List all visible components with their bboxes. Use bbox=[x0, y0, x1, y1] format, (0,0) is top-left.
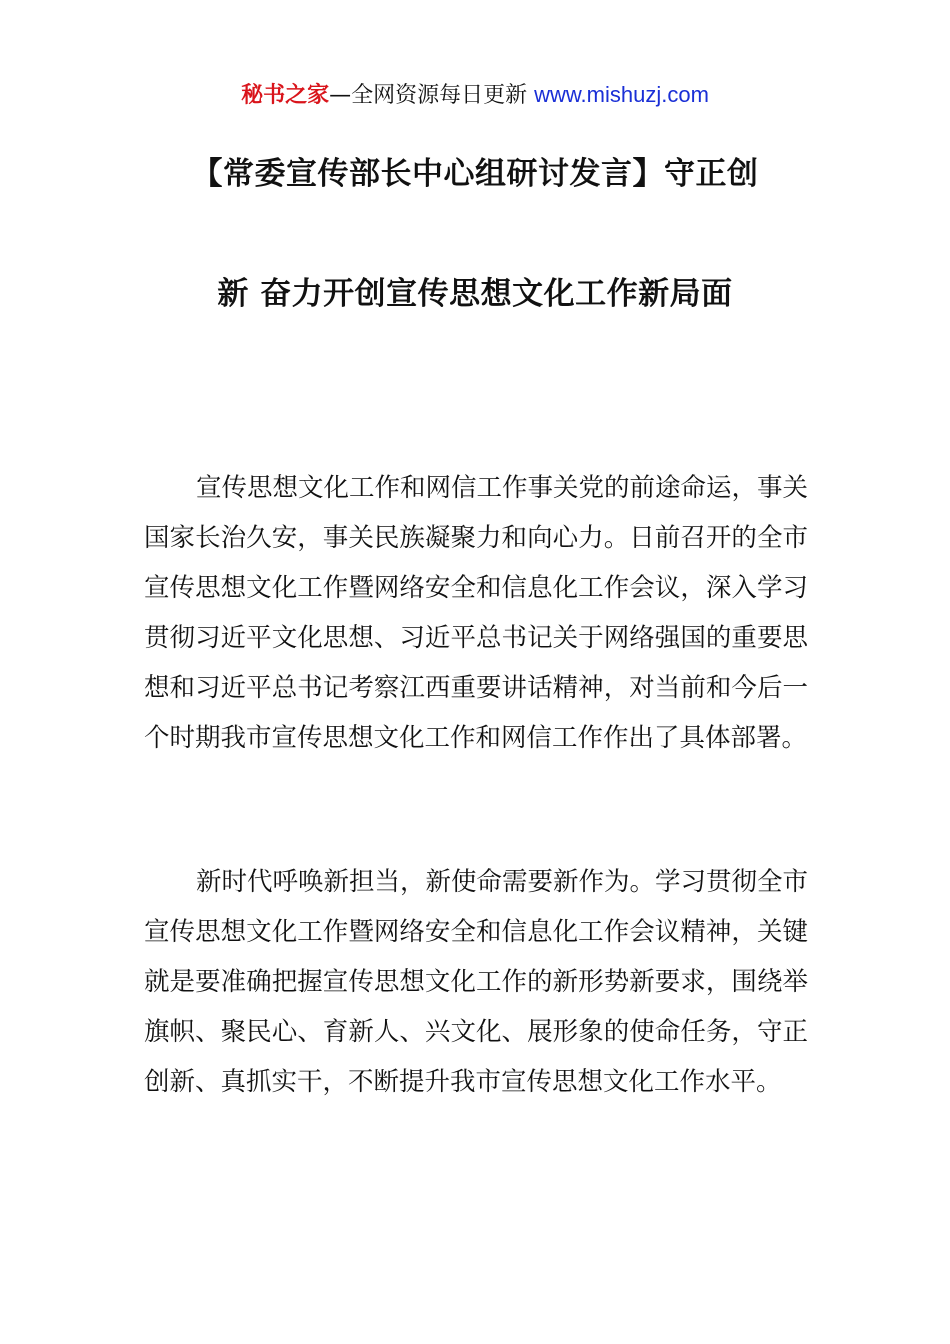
site-brand: 秘书之家 bbox=[241, 83, 330, 108]
document-title-line-2: 新 奋力开创宣传思想文化工作新局面 bbox=[217, 276, 733, 312]
site-tagline: —全网资源每日更新 bbox=[329, 83, 535, 108]
site-header bbox=[0, 80, 950, 111]
body-paragraph-2: 新时代呼唤新担当，新使命需要新作为。学习贯彻全市宣传思想文化工作暨网络安全和信息化工作会议精神，关键就是要准确把握宣传思想文化工作的新形势新要求，围绕举旗帜、聚民心、育新人、兴文化、展形象的使命任务，守正创新、真抓实干，不断提升我市宣传思想文化工作水平。 bbox=[144, 867, 809, 1097]
body-paragraph-1: 宣传思想文化工作和网信工作事关党的前途命运，事关国家长治久安，事关民族凝聚力和向心力。日前召开的全市宣传思想文化工作暨网络安全和信息化工作会议，深入学习贯彻习近平文化思想、习近平总书记关于网络强国的重要思想和习近平总书记考察江西重要讲话精神，对当前和今后一个时期我市宣传思想文化工作和网信工作作出了具体部署。 bbox=[144, 473, 809, 753]
document-title-line-1: 【常委宣传部长中心组研讨发言】守正创 bbox=[191, 156, 759, 192]
site-url-link[interactable]: www.mishuzj.com bbox=[534, 82, 709, 107]
